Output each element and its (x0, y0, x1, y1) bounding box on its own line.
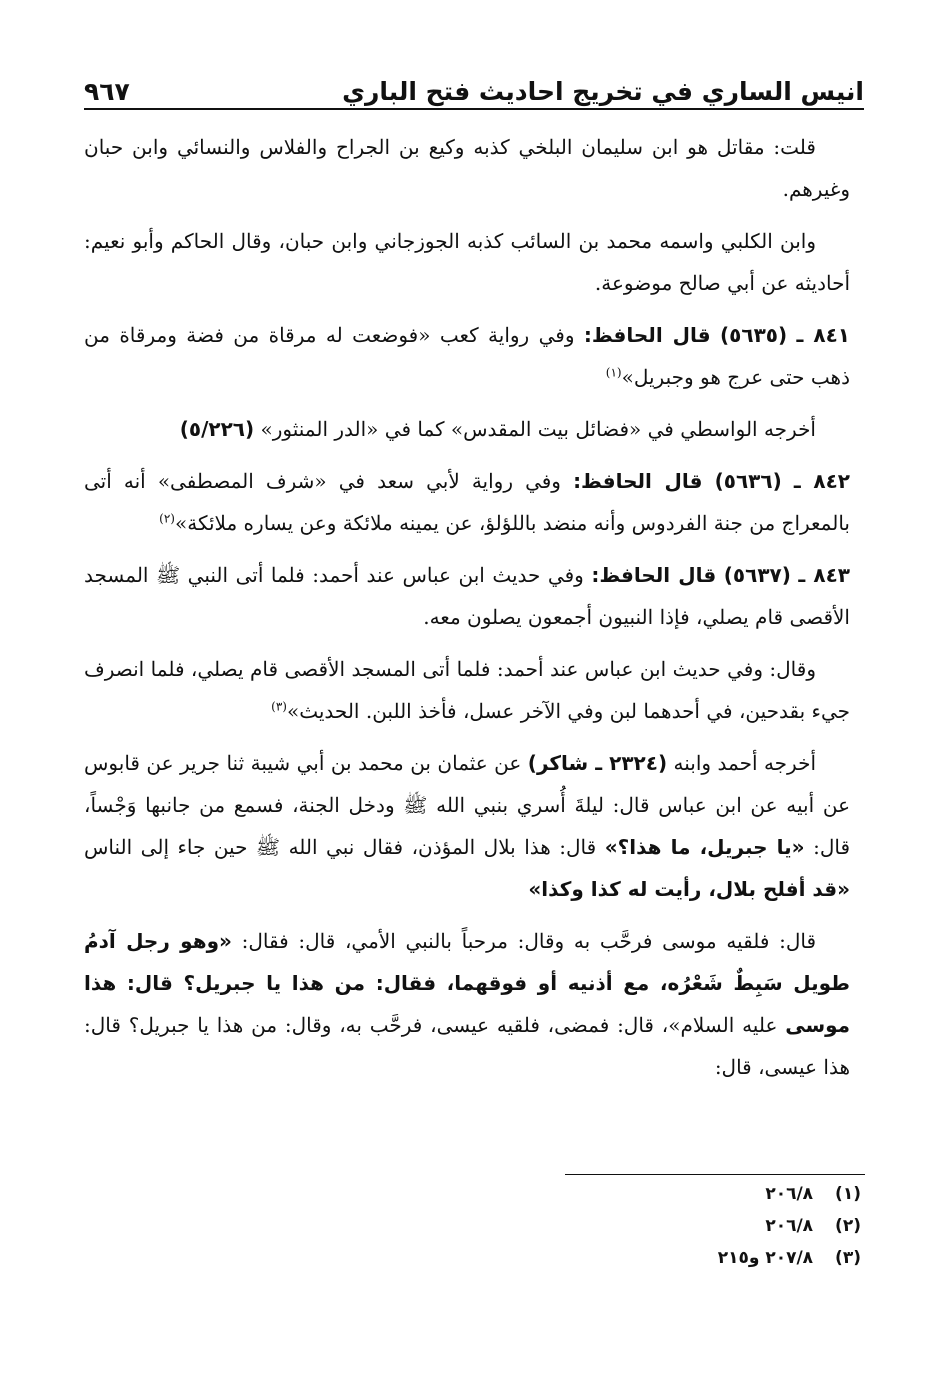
book-title: انيس الساري في تخريج احاديث فتح الباري (342, 77, 864, 106)
entry-text: وفي رواية كعب «فوضعت له مرقاة من فضة ومرقاة من ذهب حتى عرج هو وجبريل» (84, 323, 850, 389)
paragraph-ibn-kalbi: وابن الكلبي واسمه محمد بن السائب كذبه الجوزجاني وابن حبان، وقال الحاكم وأبو نعيم: أحاديثه عن أبي صالح موضوعة. (84, 229, 850, 295)
footnote-ref: (١) (605, 365, 622, 380)
entry-text: وفي رواية لأبي سعد في «شرف المصطفى» أنه أتى بالمعراج من جنة الفردوس وأنه منضد باللؤلؤ، عن يمينه ملائكة وعن يساره ملائكة» (84, 469, 850, 535)
text-ref: (٢٣٢٤ ـ شاكر) (527, 751, 668, 775)
entry-842 (84, 460, 850, 544)
entry-label: قال الحافظ: (591, 563, 717, 587)
footnote-ref: (٣) (271, 699, 287, 714)
entry-number: ٨٤٢ ـ (793, 469, 850, 493)
footnote-3 (461, 1244, 861, 1272)
footnote-text: ٢٠٦/٨ (765, 1184, 814, 1204)
running-header (84, 66, 864, 106)
footnote-2 (461, 1212, 861, 1240)
page-number: ٩٦٧ (84, 77, 130, 106)
entry-841 (84, 314, 850, 398)
footnote-text: ٢٠٧/٨ و٢١٥ (717, 1248, 814, 1268)
paragraph-takhrij-ahmad (84, 742, 850, 910)
footnote-separator (565, 1174, 865, 1175)
footnote-ref: (٢) (159, 511, 175, 526)
takhrij-ref: (٥/٢٢٦) (179, 417, 255, 441)
footnotes (461, 1180, 861, 1276)
takhrij-text: أخرجه الواسطي في «فضائل بيت المقدس» كما في «الدر المنثور» (260, 417, 816, 441)
entry-ref: (٥٦٣٥) (720, 323, 788, 347)
footnote-number: (١) (835, 1184, 861, 1204)
main-text (84, 126, 850, 1098)
entry-843 (84, 554, 850, 638)
entry-ref: (٥٦٣٧) (723, 563, 791, 587)
quote-bold: «يا جبريل، ما هذا؟» (604, 835, 805, 859)
quote-bold: «قد أفلح بلال، رأيت له كذا وكذا» (528, 877, 850, 901)
paragraph-musa (84, 920, 850, 1088)
entry-ref: (٥٦٣٦) (714, 469, 782, 493)
text-part: عن عثمان بن محمد بن أبي شيبة ثنا جرير عن قابوس عن أبيه عن ابن عباس قال: ليلةَ أُسري بنبي الله ﷺ ودخل الجنة، فسمع من جانبها وَجْساً، قال: (84, 751, 851, 859)
paragraph-muqatil: قلت: مقاتل هو ابن سليمان البلخي كذبه وكيع بن الجراح والفلاس والنسائي وابن حبان وغيرهم. (84, 135, 850, 201)
entry-label: قال الحافظ: (573, 469, 703, 493)
footnote-1 (461, 1180, 861, 1208)
text-part: قال: فمضى، فلقيه عيسى، فرحَّب به، وقال: من هذا يا جبريل؟ قال: هذا عيسى، قال: (84, 1013, 850, 1079)
header-rule (84, 108, 864, 110)
quote-bold: «وهو رجل آدمُ طويل سَبِطٌ شَعْرُه، مع أذنيه أو فوقهما، فقال: من هذا يا جبريل؟ قال: هذا موسى (84, 929, 851, 1037)
honorific: عليه السلام»، (661, 1013, 778, 1037)
text-part: قال: هذا بلال المؤذن، فقال نبي الله ﷺ حين جاء إلى الناس (84, 835, 597, 859)
entry-number: ٨٤٣ ـ (798, 563, 851, 587)
entry-text: وفي حديث ابن عباس عند أحمد: فلما أتى النبي ﷺ المسجد الأقصى قام يصلي، فإذا النبيون أجمعون يصلون معه. (84, 563, 850, 629)
paragraph-takhrij-841 (84, 408, 850, 450)
footnote-number: (٣) (835, 1248, 861, 1268)
paragraph-843-continued (84, 648, 850, 732)
footnote-number: (٢) (835, 1216, 861, 1236)
entry-number: ٨٤١ ـ (796, 323, 850, 347)
paragraph-text: وقال: وفي حديث ابن عباس عند أحمد: فلما أتى المسجد الأقصى قام يصلي، فلما انصرف جيء بقدحين، في أحدهما لبن وفي الآخر عسل، فأخذ اللبن. الحديث» (84, 657, 850, 723)
footnote-text: ٢٠٦/٨ (765, 1216, 814, 1236)
text-part: قال: فلقيه موسى فرحَّب به وقال: مرحباً بالنبي الأمي، قال: فقال: (241, 929, 816, 953)
entry-label: قال الحافظ: (583, 323, 711, 347)
text-part: أخرجه أحمد وابنه (673, 751, 816, 775)
